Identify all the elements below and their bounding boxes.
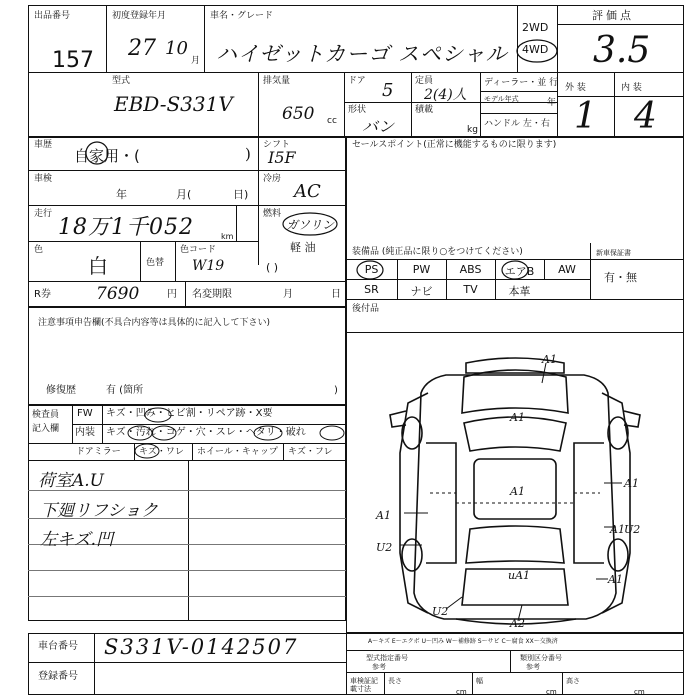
exterior-grade: 1 xyxy=(574,96,597,137)
shift-label: シフト xyxy=(263,140,291,150)
divider xyxy=(562,672,563,695)
inspection-month: 月( xyxy=(176,188,192,201)
equip-sr: SR xyxy=(364,283,379,296)
divider xyxy=(344,102,557,103)
diagram-mark: uA1 xyxy=(508,569,531,582)
divider xyxy=(346,672,684,673)
width-label: 幅 xyxy=(476,677,483,685)
chassis-label: 車台番号 xyxy=(38,641,78,652)
recycle-label: R券 xyxy=(34,289,51,300)
ps-circle-icon xyxy=(355,260,385,280)
divider xyxy=(384,672,385,695)
equip-ps: PS xyxy=(364,263,379,276)
equip-aw: AW xyxy=(558,263,576,276)
fuel-paren: ( ) xyxy=(266,261,279,274)
length-label: 長さ xyxy=(388,677,402,685)
fuel-light-oil: 軽 油 xyxy=(290,241,316,254)
drive-4wd-circle-icon xyxy=(515,38,559,64)
inspector-wheel-damage: キズ・フレ xyxy=(288,447,333,457)
model-year-label: モデル年式 xyxy=(484,95,519,103)
divider xyxy=(258,137,259,265)
new-warranty-value: 有・無 xyxy=(604,271,637,284)
diagram-mark: A1 xyxy=(510,485,525,498)
name-change-month: 月 xyxy=(283,289,293,300)
class-label: 類別区分番号 xyxy=(520,654,562,662)
color-change-label: 色替 xyxy=(146,258,165,268)
reg-label: 登録番号 xyxy=(38,671,78,682)
divider xyxy=(590,243,591,299)
divider xyxy=(175,241,176,281)
mileage-label: 走行 xyxy=(34,209,53,219)
equip-leather: 本革 xyxy=(508,285,531,298)
color-code-value: W19 xyxy=(192,258,225,274)
repair-value: 有 (箇所 xyxy=(106,385,144,396)
displacement-value: 650 xyxy=(282,104,315,124)
diagram-mark: A1 xyxy=(542,353,557,366)
inspector-wheel: ホイール・キャップ xyxy=(197,447,278,457)
score-value: 3.5 xyxy=(593,30,651,71)
model-label: 型式 xyxy=(112,76,131,86)
divider xyxy=(480,91,557,92)
drive-2wd: 2WD xyxy=(522,21,549,34)
car-name-label: 車名・グレード xyxy=(210,11,274,21)
dim-label: 車検証記載寸法 xyxy=(350,677,378,693)
diagram-mark: A2 xyxy=(510,617,525,630)
score-label: 評価点 xyxy=(592,9,634,22)
first-reg-month: 10 xyxy=(165,38,188,59)
history-value: 自家用・( xyxy=(74,147,140,165)
inspector-circle-marks-icon xyxy=(100,405,346,461)
divider xyxy=(28,281,346,282)
width-unit: cm xyxy=(546,688,557,696)
repair-close: ) xyxy=(334,385,338,396)
first-reg-label: 初度登録年月 xyxy=(112,11,167,21)
divider xyxy=(236,205,237,241)
inspection-day: 日) xyxy=(233,188,249,201)
diagram-mark: A1 xyxy=(610,523,625,536)
divider xyxy=(614,72,615,137)
divider xyxy=(185,281,186,307)
divider xyxy=(557,5,558,72)
divider xyxy=(480,72,481,137)
divider xyxy=(188,461,189,621)
first-reg-year: 27 xyxy=(128,36,156,61)
displacement-unit: cc xyxy=(327,116,337,126)
capacity-label: 定員 xyxy=(415,76,434,86)
diagram-mark: A1 xyxy=(376,509,391,522)
diagram-mark: U2 xyxy=(432,605,449,618)
equip-abs: ABS xyxy=(459,263,482,276)
divider xyxy=(28,662,346,663)
divider xyxy=(28,72,684,73)
color-code-label: 色コード xyxy=(180,245,217,255)
model-code: EBD-S331V xyxy=(114,92,233,116)
handwritten-note-1: 荷室A.U xyxy=(38,471,105,491)
equipment-label: 装備品 (純正品に限り○をつけてください) xyxy=(352,247,523,257)
diagram-mark: A1 xyxy=(624,477,639,490)
mileage-value: 18万1千052 xyxy=(58,215,194,240)
divider xyxy=(28,241,258,242)
divider xyxy=(28,205,346,206)
year-unit: 年 xyxy=(547,98,557,108)
doors-value: 5 xyxy=(382,80,394,101)
inspector-mirror-damage: キズ・ワレ xyxy=(139,447,184,457)
handwritten-note-3: 左キズ.凹 xyxy=(40,530,114,550)
equip-pw: PW xyxy=(412,263,431,276)
name-change-label: 名変期限 xyxy=(192,289,232,300)
diagram-mark: A1 xyxy=(510,411,525,424)
car-name: ハイゼットカーゴ スペシャル xyxy=(216,42,508,66)
capacity-value: 2(4)人 xyxy=(424,87,467,103)
legend: A～キズ E～エクボ U～凹み W～補修跡 S～サビ C～腐食 XX～交換済 xyxy=(368,638,558,645)
displacement-label: 排気量 xyxy=(263,76,291,86)
height-unit: cm xyxy=(634,688,645,696)
new-warranty-label: 新車保証書 xyxy=(596,249,631,257)
inspector-mirror: ドアミラー xyxy=(76,447,121,457)
interior-grade: 4 xyxy=(634,96,657,137)
airbag-circle-icon xyxy=(500,260,530,280)
recycle-value: 7690 xyxy=(96,284,140,304)
shape-label: 形状 xyxy=(348,105,367,115)
load-unit: kg xyxy=(467,125,478,135)
chassis-number: S331V-0142507 xyxy=(104,635,299,659)
lot-label: 出品番号 xyxy=(34,11,71,21)
vehicle-damage-diagram xyxy=(346,333,684,633)
divider xyxy=(510,650,511,672)
lot-number: 157 xyxy=(52,48,94,73)
history-close: ) xyxy=(245,145,251,163)
load-label: 積載 xyxy=(415,105,434,115)
length-unit: cm xyxy=(456,688,467,696)
divider xyxy=(344,72,345,137)
divider xyxy=(106,5,107,72)
interior-label: 内 装 xyxy=(621,83,642,93)
divider xyxy=(346,633,347,695)
inspector-interior: 内装 xyxy=(75,427,95,438)
divider xyxy=(557,24,684,25)
ac-value: AC xyxy=(294,181,321,202)
mileage-unit: km xyxy=(221,232,234,241)
divider xyxy=(411,102,412,137)
divider xyxy=(472,672,473,695)
fuel-circle-icon xyxy=(280,209,344,239)
inspection-label: 車検 xyxy=(34,174,53,184)
aftermarket-label: 後付品 xyxy=(352,304,380,314)
divider xyxy=(94,633,95,695)
divider xyxy=(480,113,557,114)
shift-value: I5F xyxy=(268,148,296,167)
exterior-label: 外 装 xyxy=(565,83,586,93)
drive-4wd: 4WD xyxy=(522,43,549,56)
recycle-unit: 円 xyxy=(167,289,177,300)
notes-label: 注意事項申告欄(不具合内容等は具体的に記入して下さい) xyxy=(38,318,271,328)
shape-value: バン xyxy=(362,117,395,136)
divider xyxy=(346,299,684,300)
handle-label: ハンドル 左・右 xyxy=(484,119,550,129)
private-use-circle-icon xyxy=(84,140,110,166)
approval-label: 型式指定番号 xyxy=(366,654,408,662)
inspector-row2-text: キズ・汚れ・コゲ・穴・スレ・ヘタリ・破れ xyxy=(106,427,306,438)
sales-block xyxy=(346,137,684,333)
diagram-mark: U2 xyxy=(376,541,393,554)
sales-point-label: セールスポイント(正常に機能するものに限ります) xyxy=(352,140,557,150)
name-change-day: 日 xyxy=(331,289,341,300)
inspection-year: 年 xyxy=(116,188,127,201)
inspector-label-2: 記入欄 xyxy=(32,424,60,434)
fuel-label: 燃料 xyxy=(263,209,282,219)
color-label: 色 xyxy=(34,245,44,255)
divider xyxy=(557,72,558,137)
divider xyxy=(346,650,684,651)
divider xyxy=(28,170,346,171)
door-label: ドア xyxy=(348,76,366,86)
diagram-mark: U2 xyxy=(624,523,641,536)
inspector-label-1: 検査員 xyxy=(32,410,60,420)
approval-ref: 参考 xyxy=(372,663,386,671)
equip-navi: ナビ xyxy=(410,285,433,298)
fuel-value: ガソリン xyxy=(286,218,335,232)
divider xyxy=(258,72,259,137)
repair-label: 修復歴 xyxy=(46,385,76,396)
class-ref: 参考 xyxy=(526,663,540,671)
divider xyxy=(28,570,346,571)
first-reg-month-unit: 月 xyxy=(191,56,201,66)
ac-label: 冷房 xyxy=(263,174,282,184)
inspector-fw: FW xyxy=(77,408,93,419)
divider xyxy=(411,72,412,102)
diagram-mark: A1 xyxy=(608,573,623,586)
equip-tv: TV xyxy=(463,283,478,296)
inspector-row1-text: キズ・凹み・ヒビ割・リペア跡・X要 xyxy=(106,408,273,419)
equip-airbag: エアB xyxy=(504,265,535,278)
height-label: 高さ xyxy=(566,677,580,685)
dealer-label: ディーラー・並 行 xyxy=(484,78,559,88)
divider xyxy=(140,241,141,281)
color-value: 白 xyxy=(88,254,108,278)
divider xyxy=(204,5,205,72)
divider xyxy=(28,596,346,597)
history-label: 車歴 xyxy=(34,140,53,150)
handwritten-note-2: 下廻リフショク xyxy=(40,501,158,521)
